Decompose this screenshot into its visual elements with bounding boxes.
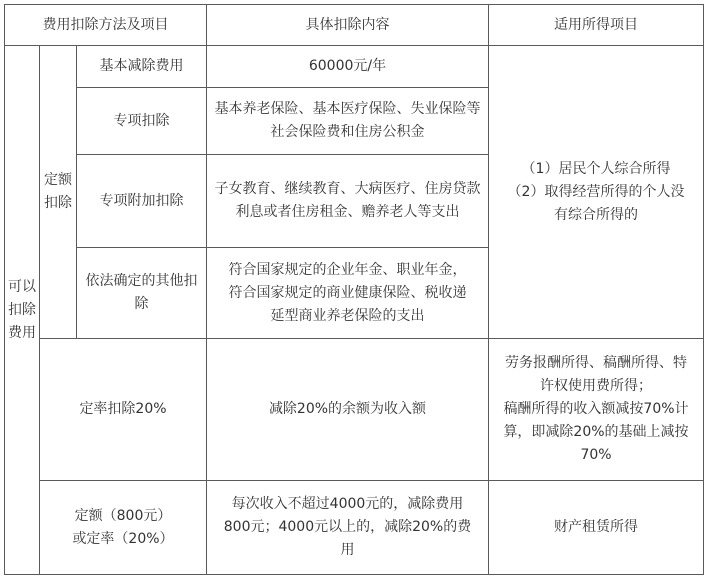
header-row: [5, 5, 704, 46]
header-applicable: 适用所得项目: [489, 5, 704, 46]
special-item: 专项扣除: [77, 88, 207, 155]
other-item: 依法确定的其他扣除: [77, 248, 207, 339]
deduction-table: [4, 4, 704, 575]
additional-content: 子女教育、继续教育、大病医疗、住房贷款利息或者住房租金、赡养老人等支出: [207, 155, 489, 248]
rate20-applicable: 劳务报酬所得、稿酬所得、特 许权使用费所得； 稿酬所得的收入额减按70%计 算，即减除20%的基础上减按 70%: [489, 339, 704, 481]
table-row: [5, 46, 704, 88]
mixed-applicable: 财产租赁所得: [489, 481, 704, 575]
deductible-label: 可以 扣除 费用: [5, 46, 40, 575]
basic-item: 基本减除费用: [77, 46, 207, 88]
rate20-item: 定率扣除20%: [40, 339, 207, 481]
special-content: 基本养老保险、基本医疗保险、失业保险等社会保险费和住房公积金: [207, 88, 489, 155]
mixed-content: 每次收入不超过4000元的，减除费用 800元；4000元以上的，减除20%的费 用: [207, 481, 489, 575]
header-content: 具体扣除内容: [207, 5, 489, 46]
other-content: 符合国家规定的企业年金、职业年金， 符合国家规定的商业健康保险、税收递 延型商业养老保险的支出: [207, 248, 489, 339]
fixed-label: 定额 扣除: [40, 46, 77, 339]
mixed-item: 定额（800元） 或定率（20%）: [40, 481, 207, 575]
header-method: 费用扣除方法及项目: [5, 5, 207, 46]
additional-item: 专项附加扣除: [77, 155, 207, 248]
table-row: [5, 481, 704, 575]
table-row: [5, 339, 704, 481]
fixed-group-applicable: （1）居民个人综合所得 （2）取得经营所得的个人没 有综合所得的: [489, 46, 704, 339]
rate20-content: 减除20%的余额为收入额: [207, 339, 489, 481]
basic-content: 60000元/年: [207, 46, 489, 88]
